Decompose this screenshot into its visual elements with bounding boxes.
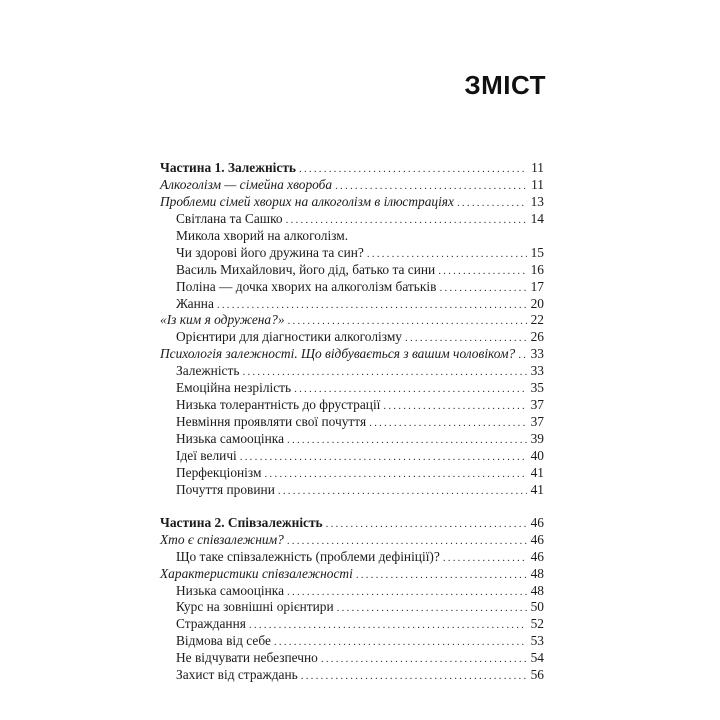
dot-leader bbox=[294, 381, 527, 398]
toc-entry[interactable] bbox=[160, 532, 544, 549]
dot-leader bbox=[264, 466, 527, 483]
toc-entry-title: Низька толерантність до фрустрації bbox=[176, 397, 381, 413]
toc-entry-title: Микола хворий на алкоголізм. bbox=[176, 227, 349, 243]
toc-entry-page: 50 bbox=[530, 599, 544, 615]
toc-entry[interactable] bbox=[160, 312, 544, 329]
dot-leader bbox=[356, 567, 527, 584]
dot-leader bbox=[287, 432, 527, 449]
part-spacer bbox=[160, 499, 544, 515]
toc-entry-page: 56 bbox=[530, 667, 544, 683]
dot-leader bbox=[287, 584, 527, 601]
toc-entry-title: Частина 2. Співзалежність bbox=[160, 514, 323, 530]
toc-entry-title: Світлана та Сашко bbox=[176, 210, 283, 226]
toc-entry-page: 41 bbox=[530, 481, 544, 497]
dot-leader bbox=[383, 398, 527, 415]
dot-leader bbox=[439, 280, 527, 297]
toc-entry-title: Жанна bbox=[176, 295, 214, 311]
toc-entry-page: 20 bbox=[530, 295, 544, 311]
toc-entry-title: Психологія залежності. Що відбувається з вашим чоловіком? bbox=[160, 346, 516, 362]
toc-entry-page: 54 bbox=[530, 650, 544, 666]
toc-entry-page: 22 bbox=[530, 312, 544, 328]
toc-entry-title: Емоційна незрілість bbox=[176, 380, 292, 396]
toc-entry-page: 53 bbox=[530, 633, 544, 649]
toc-entry[interactable] bbox=[160, 397, 544, 414]
toc-entry[interactable] bbox=[160, 566, 544, 583]
toc-entry-title: Що таке співзалежність (проблеми дефініції)? bbox=[176, 548, 440, 564]
dot-leader bbox=[217, 297, 527, 314]
toc-entry-title: «Із ким я одружена?» bbox=[160, 312, 285, 328]
toc-entry-page: 26 bbox=[530, 329, 544, 345]
dot-leader bbox=[286, 212, 527, 229]
dot-leader bbox=[457, 195, 527, 212]
toc-entry[interactable] bbox=[160, 160, 544, 177]
toc-entry-title: Ідеї величі bbox=[176, 447, 237, 463]
toc-entry-title: Проблеми сімей хворих на алкоголізм в ілюстраціях bbox=[160, 193, 454, 209]
toc-entry-title: Орієнтири для діагностики алкоголізму bbox=[176, 329, 402, 345]
dot-leader bbox=[518, 347, 527, 364]
toc-entry[interactable] bbox=[160, 633, 544, 650]
toc-entry-title: Курс на зовнішні орієнтири bbox=[176, 599, 334, 615]
toc-entry[interactable] bbox=[160, 465, 544, 482]
toc-entry-page: 11 bbox=[531, 160, 544, 175]
toc-entry[interactable] bbox=[160, 431, 544, 448]
dot-leader bbox=[249, 617, 527, 634]
dot-leader bbox=[242, 364, 527, 381]
toc-entry[interactable] bbox=[160, 194, 544, 211]
toc-entry-page: 33 bbox=[530, 346, 544, 362]
toc-entry-page: 41 bbox=[530, 464, 544, 480]
toc-entry[interactable] bbox=[160, 211, 544, 228]
dot-leader bbox=[326, 516, 527, 533]
toc-entry-page: 52 bbox=[530, 616, 544, 632]
dot-leader bbox=[321, 651, 527, 668]
toc-entry-page: 48 bbox=[530, 582, 544, 598]
toc-entry-title: Страждання bbox=[176, 616, 246, 632]
dot-leader bbox=[367, 246, 527, 263]
toc-entry-title: Низька самооцінка bbox=[176, 582, 285, 598]
toc-entry-title: Алкоголізм — сімейна хвороба bbox=[160, 176, 333, 192]
dot-leader bbox=[299, 161, 527, 178]
dot-leader bbox=[288, 313, 527, 330]
toc-entry-page: 13 bbox=[530, 193, 544, 209]
toc-entry[interactable] bbox=[160, 667, 544, 684]
dot-leader bbox=[405, 330, 527, 347]
toc-entry-title: Василь Михайлович, його дід, батько та сини bbox=[176, 261, 436, 277]
toc-entry[interactable] bbox=[160, 448, 544, 465]
toc-entry[interactable] bbox=[160, 262, 544, 279]
toc-entry[interactable] bbox=[160, 482, 544, 499]
toc-entry[interactable] bbox=[160, 329, 544, 346]
toc-entry-page: 39 bbox=[530, 431, 544, 446]
toc-entry[interactable] bbox=[160, 414, 544, 431]
toc-entry[interactable] bbox=[160, 245, 544, 262]
toc-entry-page: 15 bbox=[530, 244, 544, 260]
dot-leader bbox=[337, 600, 527, 617]
toc-entry[interactable] bbox=[160, 346, 544, 363]
toc-entry[interactable] bbox=[160, 515, 544, 532]
dot-leader bbox=[274, 634, 527, 651]
toc-entry[interactable] bbox=[160, 296, 544, 313]
toc-entry-title: Залежність bbox=[176, 363, 240, 379]
dot-leader bbox=[240, 449, 527, 466]
toc-entry-page: 33 bbox=[530, 363, 544, 379]
toc-entry[interactable] bbox=[160, 380, 544, 397]
toc-entry[interactable] bbox=[160, 616, 544, 633]
toc-entry-page: 37 bbox=[530, 414, 544, 430]
toc-entry[interactable] bbox=[160, 177, 544, 194]
toc-entry-title: Перфекціонізм bbox=[176, 464, 262, 480]
dot-leader bbox=[301, 668, 527, 685]
toc-entry-title: Почуття провини bbox=[176, 481, 275, 497]
toc-entry-title: Поліна — дочка хворих на алкоголізм батьків bbox=[176, 278, 437, 294]
toc-entry[interactable] bbox=[160, 228, 544, 245]
toc-entry-page: 16 bbox=[530, 261, 544, 277]
dot-leader bbox=[369, 415, 527, 432]
dot-leader bbox=[278, 483, 527, 500]
toc-entry-title: Низька самооцінка bbox=[176, 431, 285, 446]
toc-entry-page: 46 bbox=[530, 548, 544, 564]
toc-entry[interactable] bbox=[160, 583, 544, 600]
toc-entry[interactable] bbox=[160, 650, 544, 667]
page-title: ЗМІСТ bbox=[464, 70, 546, 100]
toc-entry-title: Хто є співзалежним? bbox=[160, 531, 284, 547]
toc-entry-title: Характеристики співзалежності bbox=[160, 565, 353, 581]
toc-entry-title: Відмова від себе bbox=[176, 633, 271, 649]
toc-entry-page: 17 bbox=[530, 278, 544, 294]
toc-entry-title: Чи здорові його дружина та син? bbox=[176, 244, 364, 260]
toc-entry-title: Частина 1. Залежність bbox=[160, 160, 296, 175]
toc-entry[interactable] bbox=[160, 363, 544, 380]
toc-entry-title: Не відчувати небезпечно bbox=[176, 650, 318, 666]
toc-entry-page: 14 bbox=[530, 210, 544, 226]
toc-entry[interactable] bbox=[160, 549, 544, 566]
toc-entry-title: Захист від страждань bbox=[176, 667, 298, 683]
dot-leader bbox=[287, 533, 527, 550]
toc-entry-page: 35 bbox=[530, 380, 544, 396]
toc-entry-page: 48 bbox=[530, 565, 544, 581]
dot-leader bbox=[443, 550, 527, 567]
table-of-contents bbox=[160, 160, 544, 684]
toc-entry-page: 46 bbox=[530, 531, 544, 547]
dot-leader bbox=[335, 178, 527, 195]
toc-entry-page: 37 bbox=[530, 397, 544, 413]
toc-entry-page: 11 bbox=[531, 176, 544, 192]
dot-leader bbox=[438, 263, 527, 280]
toc-entry-page: 46 bbox=[530, 514, 544, 530]
toc-entry-page: 40 bbox=[530, 447, 544, 463]
toc-entry[interactable] bbox=[160, 279, 544, 296]
toc-entry-title: Невміння проявляти свої почуття bbox=[176, 414, 367, 430]
toc-entry[interactable] bbox=[160, 599, 544, 616]
